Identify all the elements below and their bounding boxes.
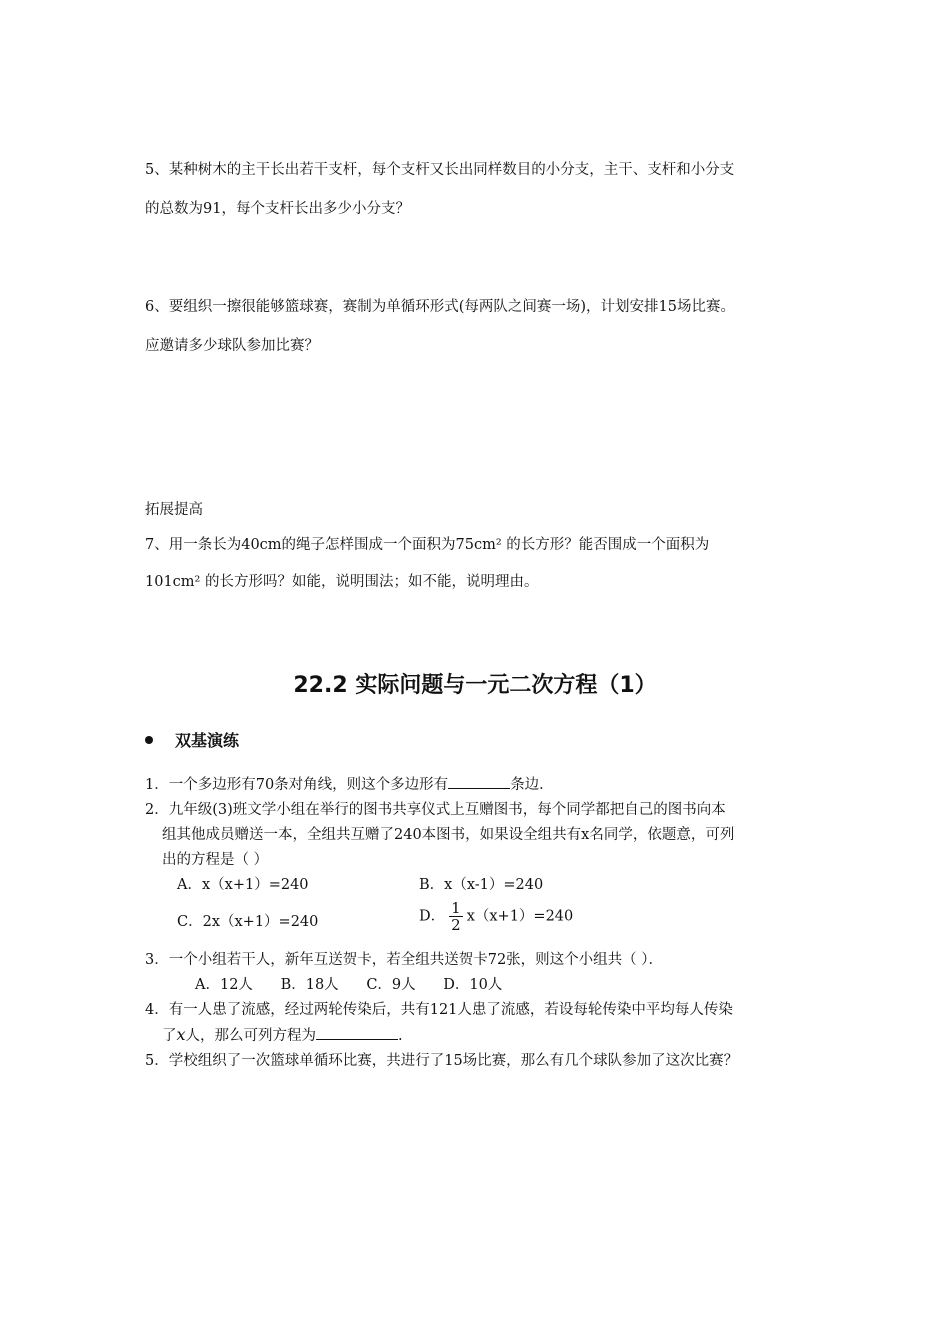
- bullet-icon: [145, 736, 153, 744]
- option-c: C．2x（x+1）=240: [177, 914, 319, 930]
- page-title: 22.2 实际问题与一元二次方程（1）: [293, 673, 657, 698]
- problem-5-line1: 5、某种树木的主干长出若干支杆，每个支杆又长出同样数目的小分支，主干、支杆和小分支: [145, 162, 735, 178]
- answer-blank: [448, 774, 510, 789]
- fraction-one-half: [449, 900, 463, 933]
- option-d: [419, 900, 573, 933]
- answer-blank: [316, 1025, 398, 1040]
- option-b: B．x（x-1）=240: [419, 877, 544, 893]
- problem-7-line1: 7、用一条长为40cm的绳子怎样围成一个面积为75cm² 的长方形？能否围成一个面积为: [145, 537, 710, 553]
- variable-x: x: [176, 1025, 186, 1044]
- q4-end: .: [398, 1028, 403, 1044]
- problem-5-line2: 的总数为91，每个支杆长出多少小分支？: [145, 201, 410, 217]
- question-4-line2: [162, 1025, 403, 1046]
- question-2-line1: 2．九年级(3)班文学小组在举行的图书共享仪式上互赠图书，每个同学都把自己的图书向本: [145, 802, 726, 818]
- problem-6-line2: 应邀请多少球队参加比赛？: [145, 338, 319, 354]
- fraction-denominator: 2: [451, 916, 461, 934]
- option-d-prefix: D．: [419, 908, 446, 925]
- problem-7-line2: 101cm² 的长方形吗？如能，说明围法；如不能，说明理由。: [145, 574, 539, 590]
- question-4-line1: 4．有一人患了流感，经过两轮传染后，共有121人患了流感，若设每轮传染中平均每人传染: [145, 1002, 733, 1018]
- option-d-text: x（x+1）=240: [466, 908, 574, 925]
- question-2-line3: 出的方程是（ ）: [162, 852, 269, 868]
- question-3-line1: 3．一个小组若干人，新年互送贺卡，若全组共送贺卡72张，则这个小组共（ ）．: [145, 952, 664, 968]
- section-label: 双基演练: [175, 731, 240, 750]
- option-a: A．x（x+1）=240: [177, 877, 309, 893]
- question-5: 5．学校组织了一次篮球单循环比赛，共进行了15场比赛，那么有几个球队参加了这次比赛？: [145, 1053, 739, 1069]
- q1-text: 1．一个多边形有70条对角线，则这个多边形有: [145, 777, 449, 793]
- problem-6-line1: 6、要组织一擦很能够篮球赛，赛制为单循环形式(每两队之间赛一场)，计划安排15场比赛。: [145, 299, 735, 315]
- question-1: [145, 774, 554, 795]
- section-heading: [145, 728, 239, 751]
- fraction-numerator: 1: [451, 899, 461, 917]
- question-3-options: A．12人 B．18人 C．9人 D．10人: [195, 977, 503, 993]
- q4-prefix: 了: [162, 1028, 177, 1044]
- q1-suffix: 条边．: [510, 777, 554, 793]
- q4-text: 人，那么可列方程为: [185, 1028, 317, 1044]
- question-2-line2: 组其他成员赠送一本，全组共互赠了240本图书，如果设全组共有x名同学，依题意，可列: [162, 827, 735, 843]
- extension-label: 拓展提高: [145, 502, 203, 518]
